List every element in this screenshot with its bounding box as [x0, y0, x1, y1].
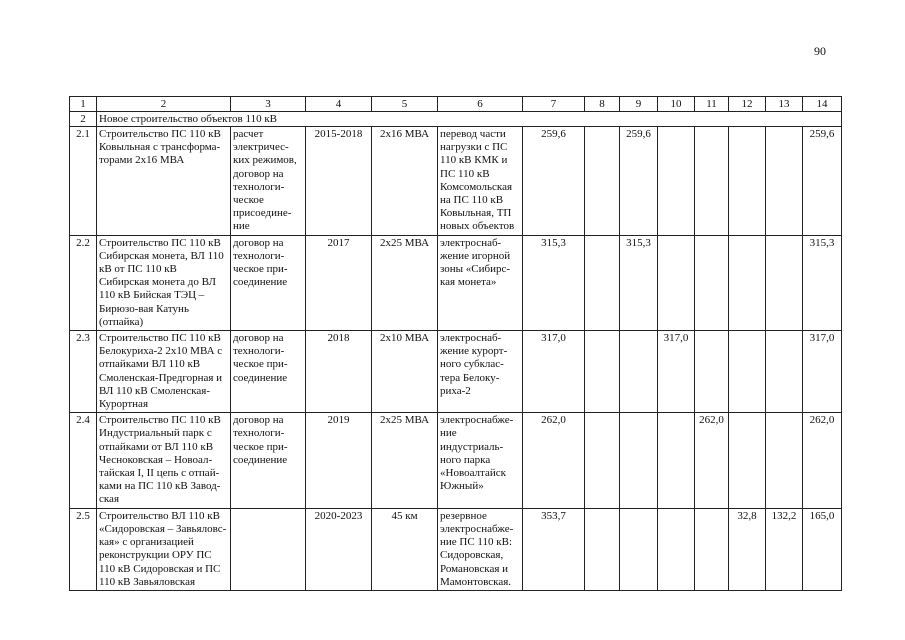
value-col-10 — [658, 413, 695, 508]
basis — [231, 508, 306, 590]
value-col-12: 32,8 — [729, 508, 766, 590]
purpose: электроснаб-жение игорной зоны «Сибирс-кая монета» — [438, 235, 523, 330]
header-cell: 12 — [729, 97, 766, 112]
value-col-12 — [729, 127, 766, 236]
header-cell: 2 — [97, 97, 231, 112]
value-col-14: 317,0 — [803, 331, 842, 413]
capacity: 2х10 МВА — [372, 331, 438, 413]
table-row — [70, 127, 842, 236]
value-col-7: 262,0 — [523, 413, 585, 508]
period: 2015-2018 — [306, 127, 372, 236]
value-col-8 — [585, 235, 620, 330]
capacity: 2х25 МВА — [372, 413, 438, 508]
period: 2018 — [306, 331, 372, 413]
object-name: Строительство ПС 110 кВ Ковыльная с трансформа-торами 2х16 МВА — [97, 127, 231, 236]
basis: договор на технологи-ческое при-соединение — [231, 331, 306, 413]
header-cell: 3 — [231, 97, 306, 112]
basis: расчет электричес-ких режимов, договор на технологи-ческое присоедине-ние — [231, 127, 306, 236]
row-number: 2.3 — [70, 331, 97, 413]
header-cell: 9 — [620, 97, 658, 112]
object-name: Строительство ПС 110 кВ Сибирская монета, ВЛ 110 кВ от ПС 110 кВ Сибирская монета до ВЛ 110 кВ Бийская ТЭЦ – Бирюзо-вая Катунь (отпайка) — [97, 235, 231, 330]
section-number: 2 — [70, 112, 97, 127]
value-col-9: 315,3 — [620, 235, 658, 330]
header-cell: 14 — [803, 97, 842, 112]
value-col-12 — [729, 413, 766, 508]
period: 2017 — [306, 235, 372, 330]
row-number: 2.2 — [70, 235, 97, 330]
page-number: 90 — [814, 44, 826, 58]
value-col-9 — [620, 508, 658, 590]
value-col-10 — [658, 235, 695, 330]
value-col-11 — [695, 235, 729, 330]
period: 2019 — [306, 413, 372, 508]
purpose: электроснабже-ние индустриаль-ного парка «Новоалтайск Южный» — [438, 413, 523, 508]
table-row — [70, 235, 842, 330]
value-col-8 — [585, 127, 620, 236]
header-cell: 8 — [585, 97, 620, 112]
value-col-7: 317,0 — [523, 331, 585, 413]
value-col-13 — [766, 127, 803, 236]
object-name: Строительство ПС 110 кВ Индустриальный парк с отпайками от ВЛ 110 кВ Чесноковская – Новоал-тайская I, II цепь с отпай-ками на ПС 110 кВ Завод-ская — [97, 413, 231, 508]
value-col-11: 262,0 — [695, 413, 729, 508]
value-col-8 — [585, 331, 620, 413]
header-cell: 7 — [523, 97, 585, 112]
value-col-7: 353,7 — [523, 508, 585, 590]
capacity: 2х16 МВА — [372, 127, 438, 236]
value-col-14: 165,0 — [803, 508, 842, 590]
capacity: 2х25 МВА — [372, 235, 438, 330]
value-col-14: 315,3 — [803, 235, 842, 330]
object-name: Строительство ВЛ 110 кВ «Сидоровская – Завьяловс-кая» с организацией реконструкции ОРУ ПС 110 кВ Сидоровская и ПС 110 кВ Завьяловская — [97, 508, 231, 590]
section-row — [70, 112, 842, 127]
section-title: Новое строительство объектов 110 кВ — [97, 112, 842, 127]
value-col-10 — [658, 127, 695, 236]
value-col-12 — [729, 235, 766, 330]
header-cell: 11 — [695, 97, 729, 112]
value-col-14: 259,6 — [803, 127, 842, 236]
value-col-10: 317,0 — [658, 331, 695, 413]
value-col-13: 132,2 — [766, 508, 803, 590]
table-row — [70, 413, 842, 508]
value-col-7: 315,3 — [523, 235, 585, 330]
value-col-8 — [585, 508, 620, 590]
header-cell: 5 — [372, 97, 438, 112]
value-col-7: 259,6 — [523, 127, 585, 236]
value-col-12 — [729, 331, 766, 413]
value-col-8 — [585, 413, 620, 508]
row-number: 2.5 — [70, 508, 97, 590]
purpose: резервное электроснабже-ние ПС 110 кВ: Сидоровская, Романовская и Мамонтовская. — [438, 508, 523, 590]
basis: договор на технологи-ческое при-соединение — [231, 413, 306, 508]
table-row — [70, 508, 842, 590]
header-cell: 6 — [438, 97, 523, 112]
value-col-9 — [620, 331, 658, 413]
basis: договор на технологи-ческое при-соединение — [231, 235, 306, 330]
value-col-13 — [766, 235, 803, 330]
header-cell: 4 — [306, 97, 372, 112]
object-name: Строительство ПС 110 кВ Белокуриха-2 2х10 МВА с отпайками ВЛ 110 кВ Смоленская-Предгорная и ВЛ 110 кВ Смоленская-Курортная — [97, 331, 231, 413]
value-col-11 — [695, 508, 729, 590]
period: 2020-2023 — [306, 508, 372, 590]
value-col-9: 259,6 — [620, 127, 658, 236]
purpose: перевод части нагрузки с ПС 110 кВ КМК и ПС 110 кВ Комсомольская на ПС 110 кВ Ковыльная, ТП новых объектов — [438, 127, 523, 236]
header-cell: 10 — [658, 97, 695, 112]
purpose: электроснаб-жение курорт-ного субклас-тера Белоку-риха-2 — [438, 331, 523, 413]
value-col-14: 262,0 — [803, 413, 842, 508]
value-col-13 — [766, 331, 803, 413]
value-col-11 — [695, 127, 729, 236]
investment-table — [69, 96, 842, 591]
value-col-11 — [695, 331, 729, 413]
header-cell: 13 — [766, 97, 803, 112]
value-col-9 — [620, 413, 658, 508]
header-cell: 1 — [70, 97, 97, 112]
value-col-13 — [766, 413, 803, 508]
value-col-10 — [658, 508, 695, 590]
row-number: 2.1 — [70, 127, 97, 236]
row-number: 2.4 — [70, 413, 97, 508]
header-row — [70, 97, 842, 112]
table-row — [70, 331, 842, 413]
capacity: 45 км — [372, 508, 438, 590]
